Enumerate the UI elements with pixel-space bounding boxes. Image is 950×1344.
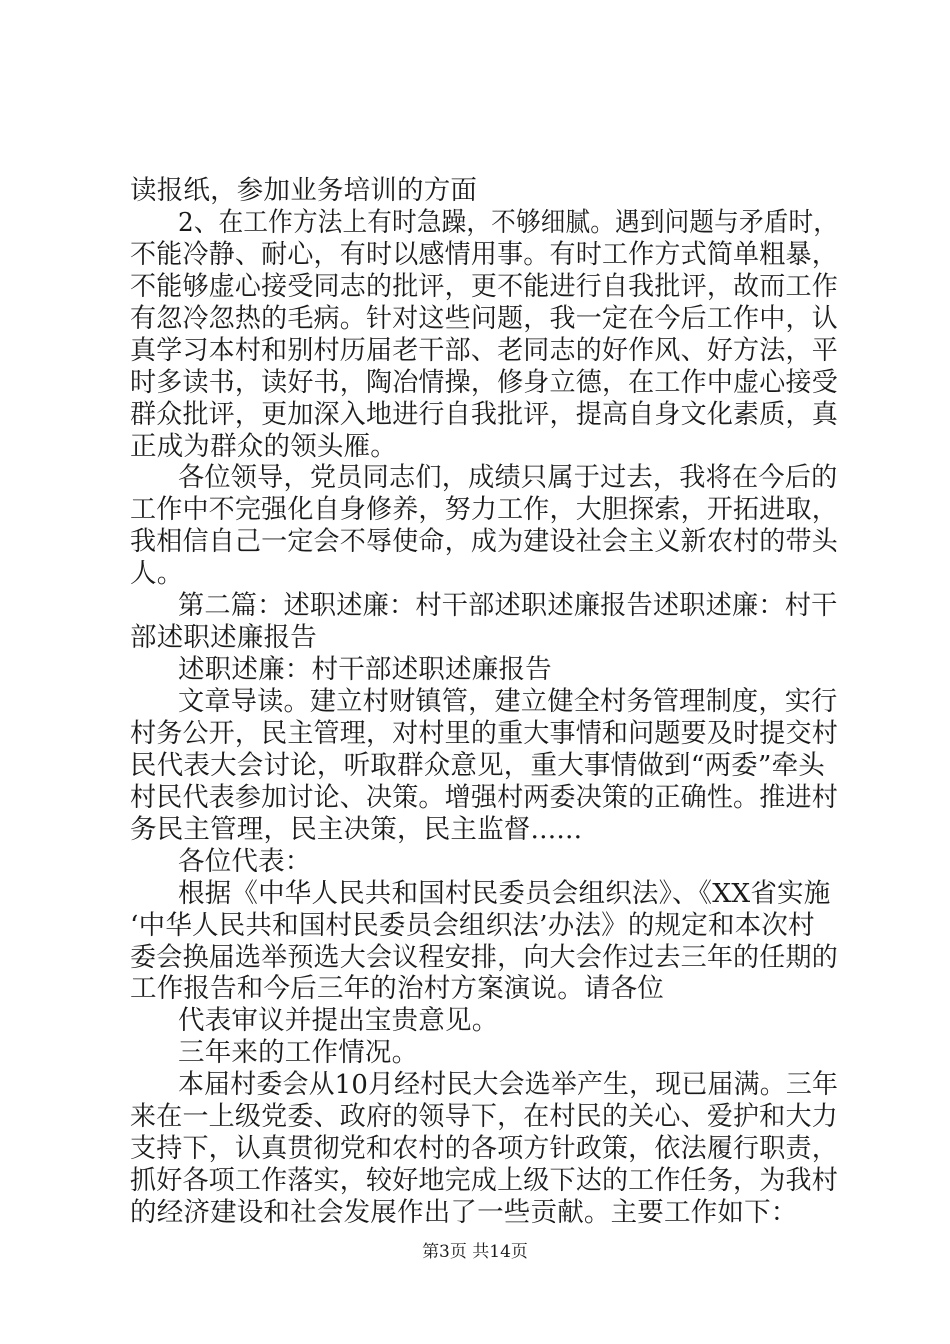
- text-line: 务民主管理，民主决策，民主监督......: [130, 814, 583, 845]
- text-line: 民代表大会讨论，听取群众意见，重大事情做到“两委”牵头: [130, 750, 825, 781]
- text-line: 根据《中华人民共和国村民委员会组织法》、《XX省实施: [178, 878, 831, 909]
- section-heading: 部述职述廉报告: [130, 622, 317, 653]
- text-line: 不能够虚心接受同志的批评，更不能进行自我批评，故而工作: [130, 271, 838, 302]
- text-line: 群众批评，更加深入地进行自我批评，提高自身文化素质，真: [130, 399, 838, 430]
- text-line: 工作报告和今后三年的治村方案演说。请各位: [130, 973, 664, 1004]
- text-line: 村民代表参加讨论、决策。增强村两委决策的正确性。推进村: [130, 782, 838, 813]
- text-line: 时多读书，读好书，陶冶情操，修身立德，在工作中虚心接受: [130, 367, 838, 398]
- text-line: 来在一上级党委、政府的领导下，在村民的关心、爱护和大力: [130, 1101, 838, 1132]
- text-line: 读报纸，参加业务培训的方面: [130, 175, 478, 206]
- text-line: 文章导读。建立村财镇管，建立健全村务管理制度，实行: [178, 686, 838, 717]
- text-line: 工作中不完强化自身修养，努力工作，大胆探索，开拓进取，: [130, 494, 838, 525]
- text-line: 本届村委会从10月经村民大会选举产生，现已届满。三年: [178, 1069, 839, 1100]
- text-line: 不能冷静、耐心，有时以感情用事。有时工作方式简单粗暴，: [130, 239, 838, 270]
- text-line: 各位代表：: [178, 846, 312, 877]
- text-line: 代表审议并提出宝贵意见。: [178, 1005, 499, 1036]
- text-line: 支持下，认真贯彻党和农村的各项方针政策，依法履行职责，: [130, 1133, 838, 1164]
- article-title: 述职述廉：村干部述职述廉报告: [178, 654, 552, 685]
- text-line: 各位领导，党员同志们，成绩只属于过去，我将在今后的: [178, 462, 838, 493]
- page-footer: 第3页 共14页: [422, 1242, 528, 1262]
- text-line: 委会换届选举预选大会议程安排，向大会作过去三年的任期的: [130, 942, 838, 973]
- text-line: 三年来的工作情况。: [178, 1037, 419, 1068]
- text-line: 真学习本村和别村历届老干部、老同志的好作风、好方法，平: [130, 335, 838, 366]
- text-line: 抓好各项工作落实，较好地完成上级下达的工作任务，为我村: [130, 1165, 838, 1196]
- section-heading: 第二篇：述职述廉：村干部述职述廉报告述职述廉：村干: [178, 590, 838, 621]
- text-line: 人。: [130, 558, 184, 589]
- text-line: 我相信自己一定会不辱使命，成为建设社会主义新农村的带头: [130, 526, 838, 557]
- text-line: 村务公开，民主管理，对村里的重大事情和问题要及时提交村: [130, 718, 838, 749]
- text-line: 有忽冷忽热的毛病。针对这些问题，我一定在今后工作中，认: [130, 303, 838, 334]
- text-line: 正成为群众的领头雁。: [130, 431, 397, 462]
- text-line: ‘中华人民共和国村民委员会组织法’办法》的规定和本次村: [130, 910, 815, 941]
- text-line: 2、在工作方法上有时急躁，不够细腻。遇到问题与矛盾时，: [178, 207, 839, 238]
- text-line: 的经济建设和社会发展作出了一些贡献。主要工作如下：: [130, 1197, 798, 1228]
